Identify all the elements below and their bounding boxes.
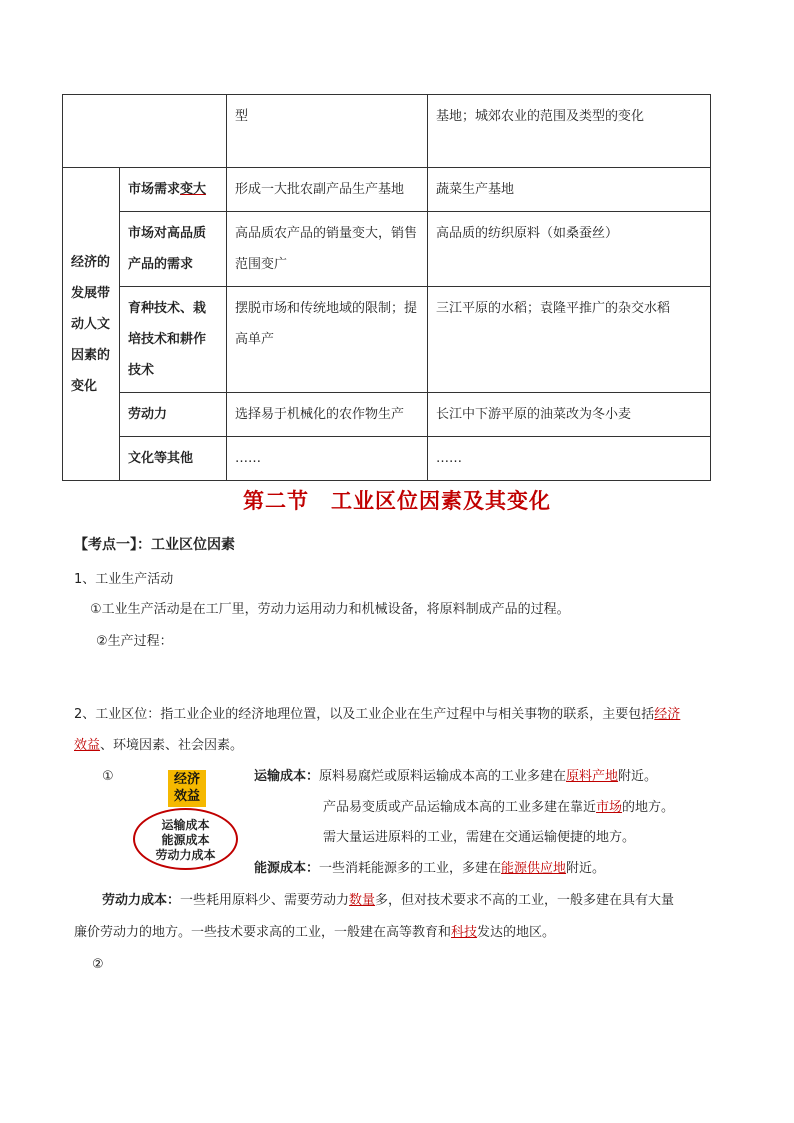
factor-underline: 变大 xyxy=(180,182,207,197)
underlined-keyword: 科技 xyxy=(451,925,478,940)
factor-table xyxy=(62,94,711,481)
paragraph-1-1: ①工业生产活动是在工厂里，劳动力运用动力和机械设备，将原料制成产品的过程。 xyxy=(90,602,570,617)
table-cell: 形成一大批农副产品生产基地 xyxy=(227,168,428,212)
transport-line-3: 需大量运进原料的工业，需建在交通运输便捷的地方。 xyxy=(323,830,636,845)
transport-line-2 xyxy=(323,799,674,817)
table-cell: 高品质的纺织原料（如桑蚕丝） xyxy=(428,212,711,287)
labor-line-1 xyxy=(102,892,674,910)
factor-cell xyxy=(120,168,227,212)
table-cell: 蔬菜生产基地 xyxy=(428,168,711,212)
table-cell: 型 xyxy=(227,95,428,168)
text: 附近。 xyxy=(618,769,658,784)
table-row xyxy=(63,95,711,168)
section-title: 第二节 工业区位因素及其变化 xyxy=(243,488,551,513)
text: 2、工业区位：指工业企业的经济地理位置，以及工业企业在生产过程中与相关事物的联系，主要包括 xyxy=(74,707,655,722)
energy-line xyxy=(254,860,605,878)
text: 的地方。 xyxy=(622,800,675,815)
table-row xyxy=(63,212,711,287)
labor-label: 劳动力成本： xyxy=(102,893,181,908)
factor-cell: 育种技术、栽培技术和耕作技术 xyxy=(120,287,227,393)
table-row xyxy=(63,287,711,393)
labor-line-2 xyxy=(74,924,555,942)
table-cell: 高品质农产品的销量变大，销售范围变广 xyxy=(227,212,428,287)
table-cell xyxy=(63,95,227,168)
table-cell: 三江平原的水稻；袁隆平推广的杂交水稻 xyxy=(428,287,711,393)
underlined-keyword: 数量 xyxy=(349,893,376,908)
table-cell: 选择易于机械化的农作物生产 xyxy=(227,393,428,437)
text: 多，但对技术要求不高的工业，一般多建在具有大量 xyxy=(375,893,675,908)
kaodian-heading: 【考点一】：工业区位因素 xyxy=(74,537,235,553)
text: 廉价劳动力的地方。一些技术要求高的工业，一般建在高等教育和 xyxy=(74,925,452,940)
table-cell: 摆脱市场和传统地域的限制；提高单产 xyxy=(227,287,428,393)
text: 、环境因素、社会因素。 xyxy=(100,738,244,753)
ellipse-line: 运输成本 xyxy=(161,818,210,832)
marker-2: ② xyxy=(92,957,104,972)
table-cell: 基地；城郊农业的范围及类型的变化 xyxy=(428,95,711,168)
text: 原料易腐烂或原料运输成本高的工业多建在 xyxy=(319,769,567,784)
paragraph-2 xyxy=(74,706,680,724)
underlined-keyword: 经济 xyxy=(654,707,681,722)
table-row xyxy=(63,393,711,437)
paragraph-1-2: ②生产过程： xyxy=(96,634,173,649)
factor-cell: 劳动力 xyxy=(120,393,227,437)
transport-label: 运输成本： xyxy=(254,769,320,784)
text: 一些消耗能源多的工业，多建在 xyxy=(319,861,502,876)
factor-cell: 文化等其他 xyxy=(120,437,227,481)
factor-cell: 市场对高品质产品的需求 xyxy=(120,212,227,287)
marker-1: ① xyxy=(102,769,114,784)
paragraph-2-cont xyxy=(74,737,243,755)
table-cell: 长江中下游平原的油菜改为冬小麦 xyxy=(428,393,711,437)
paragraph-1: 1、工业生产活动 xyxy=(74,572,174,587)
table-cell: …… xyxy=(227,437,428,481)
table-row xyxy=(63,437,711,481)
ellipse-line: 劳动力成本 xyxy=(155,848,216,862)
cost-ellipse xyxy=(133,808,238,870)
economic-benefit-badge: 经济效益 xyxy=(168,770,206,807)
table-cell: …… xyxy=(428,437,711,481)
energy-label: 能源成本： xyxy=(254,861,320,876)
transport-line-1 xyxy=(254,768,657,786)
text: 附近。 xyxy=(566,861,606,876)
text: 产品易变质或产品运输成本高的工业多建在靠近 xyxy=(323,800,597,815)
factor-text: 市场需求 xyxy=(128,182,181,197)
underlined-keyword: 效益 xyxy=(74,738,101,753)
underlined-keyword: 市场 xyxy=(596,800,623,815)
table-row xyxy=(63,168,711,212)
underlined-keyword: 原料产地 xyxy=(566,769,619,784)
ellipse-line: 能源成本 xyxy=(161,833,210,847)
text: 一些耗用原料少、需要劳动力 xyxy=(180,893,350,908)
underlined-keyword: 能源供应地 xyxy=(501,861,567,876)
group-label-cell: 经济的发展带动人文因素的变化 xyxy=(63,168,120,481)
text: 发达的地区。 xyxy=(477,925,556,940)
